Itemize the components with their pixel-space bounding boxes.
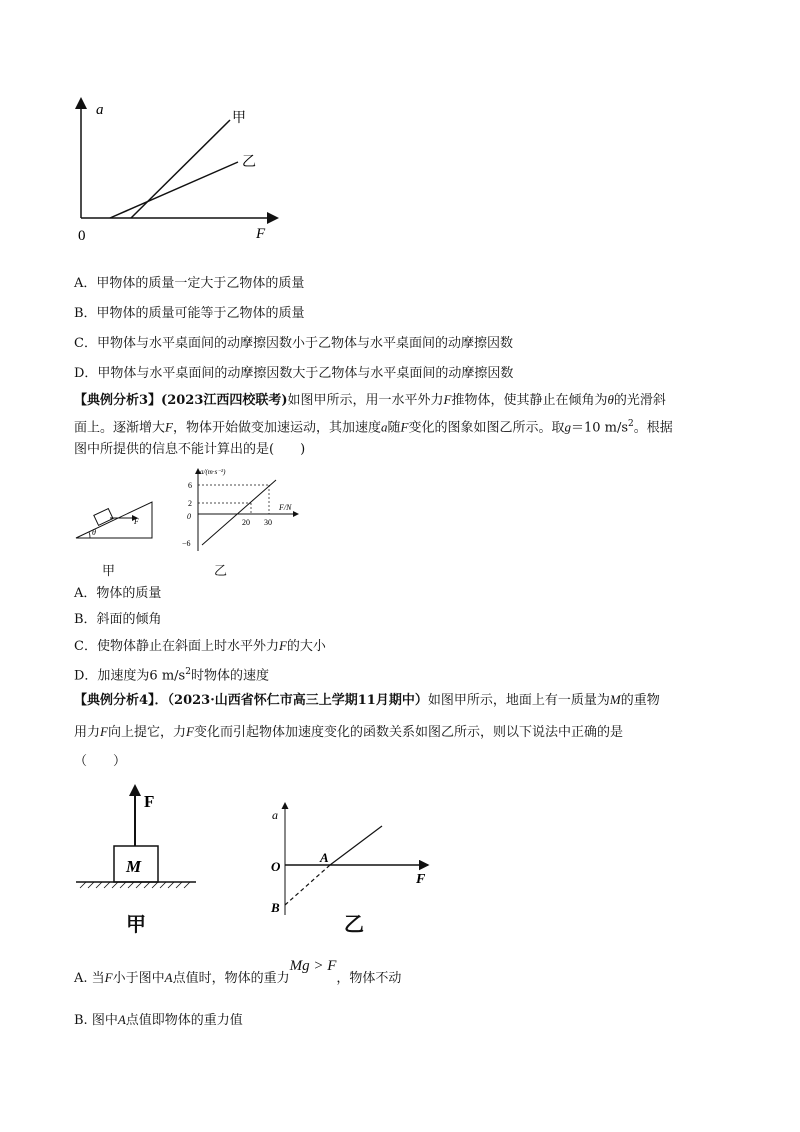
ex4-line-2 [74, 722, 623, 743]
ex3-text: 如图甲所示，用一水平外力 [287, 393, 444, 408]
ex3-fig-jia-caption: 甲 [102, 564, 116, 579]
option-a[interactable]: A．甲物体的质量一定大于乙物体的质量 [74, 276, 305, 291]
ex4-source: （2023·山西省怀仁市高三上学期11月期中） [167, 693, 428, 708]
var-f: F [104, 970, 113, 985]
option-text: 的大小 [286, 639, 326, 654]
option-text: C．使物体静止在斜面上时水平外力 [74, 639, 279, 654]
x-axis-label: F [416, 872, 426, 887]
ex3-fig-yi-caption: 乙 [214, 564, 228, 579]
ex3-option-c[interactable] [74, 636, 326, 657]
var-theta: θ [607, 392, 614, 407]
option-text: D．加速度为6 m/s [74, 668, 186, 684]
ex4-option-b[interactable] [74, 1010, 243, 1031]
ex4-figure-block [70, 780, 200, 900]
ex4-fig-jia-caption: 甲 [126, 912, 146, 936]
ex3-text: 推物体，使其静止在倾角为 [451, 393, 608, 408]
option-b[interactable]: B．甲物体的质量可能等于乙物体的质量 [74, 306, 305, 321]
tick-20: 20 [242, 518, 250, 527]
graph-a-vs-f [60, 90, 300, 250]
point-b-label: B [271, 900, 280, 915]
ex3-line-1 [74, 390, 666, 411]
origin-label: 0 [78, 228, 86, 244]
superscript: 2 [185, 667, 191, 677]
ex4-text: 的重物 [620, 693, 660, 708]
option-text: 小于图中 [112, 971, 165, 986]
a-f-line [202, 480, 276, 545]
var-m: M [609, 692, 621, 707]
ex3-text: 变化的图象如图乙所示。取 [408, 420, 565, 436]
ex3-option-a[interactable]: A．物体的质量 [74, 586, 162, 601]
y-axis-label: a [96, 102, 104, 118]
force-label: F [144, 792, 155, 811]
ex3-text: 的光滑斜 [613, 393, 666, 408]
formula-mg-gt-f: Mg > F [289, 958, 337, 974]
ex4-text: 变化而引起物体加速度变化的函数关系如图乙所示，则以下说法中正确的是 [193, 725, 623, 740]
superscript: 2 [628, 419, 634, 429]
ex4-text: 如图甲所示，地面上有一质量为 [427, 693, 610, 708]
ex3-text: 面上。逐渐增大 [74, 420, 166, 436]
tick-neg-6: −6 [182, 539, 191, 548]
line-jia-label: 甲 [232, 111, 246, 126]
ex4-fig-yi-caption: 乙 [344, 912, 364, 936]
force-label: F [134, 517, 139, 526]
ex3-line-3: 图中所提供的信息不能计算出的是( ) [74, 442, 306, 457]
ex4-option-a[interactable] [74, 958, 402, 989]
x-axis-label: F [256, 226, 266, 242]
var-g: g [564, 419, 571, 435]
ex3-text: ，物体开始做变加速运动，其加速度 [172, 420, 381, 436]
var-f: F [185, 724, 194, 739]
ex3-source: (2023江西四校联考) [161, 393, 288, 408]
y-axis-label: a/(m·s⁻²) [200, 468, 226, 476]
option-text: B. 图中 [74, 1013, 118, 1028]
ex3-text: 随 [387, 420, 401, 436]
var-f: F [400, 419, 409, 435]
a-f-line [330, 826, 382, 865]
ex4-line-3: （ ） [74, 754, 127, 769]
var-a-point: A [117, 1012, 126, 1027]
var-f: F [443, 392, 452, 407]
ex4-tag: 【典例分析4】． [74, 693, 168, 708]
var-a-point: A [164, 970, 173, 985]
y-axis-label: a [272, 808, 278, 822]
ex3-text: ＝10 m/s [570, 420, 629, 436]
x-axis-label: F/N [279, 503, 292, 512]
ex3-text: 。根据 [633, 420, 673, 436]
ex3-tag: 【典例分析3】 [74, 393, 162, 408]
var-f: F [100, 724, 108, 739]
option-text: 时物体的速度 [190, 668, 269, 684]
option-d[interactable]: D．甲物体与水平桌面间的动摩擦因数大于乙物体与水平桌面间的动摩擦因数 [74, 366, 514, 381]
tick-30: 30 [264, 518, 272, 527]
origin-label: O [271, 859, 281, 874]
var-a: a [380, 419, 388, 435]
ex4-graph [260, 795, 440, 925]
var-f: F [278, 638, 287, 653]
option-text: ，物体不动 [336, 971, 402, 986]
ex3-line-2 [74, 414, 673, 438]
ex3-figure-incline [70, 490, 170, 550]
ex4-line-1 [74, 690, 660, 711]
ex3-option-d[interactable] [74, 662, 269, 686]
theta-label: θ [92, 528, 96, 537]
option-text: 点值时，物体的重力 [172, 971, 290, 986]
mass-label: M [126, 857, 142, 876]
ex3-graph [180, 465, 310, 555]
tick-6: 6 [188, 481, 192, 490]
ex3-option-b[interactable]: B．斜面的倾角 [74, 612, 162, 627]
point-a-label: A [320, 850, 329, 865]
line-jia [131, 120, 230, 218]
option-text: 点值即物体的重力值 [125, 1013, 243, 1028]
tick-0: 0 [187, 512, 191, 521]
tick-2: 2 [188, 499, 192, 508]
line-yi [110, 162, 238, 218]
option-c[interactable]: C．甲物体与水平桌面间的动摩擦因数小于乙物体与水平桌面间的动摩擦因数 [74, 336, 513, 351]
ex4-text: 用力 [74, 725, 101, 740]
option-text: A. 当 [74, 971, 105, 986]
var-f: F [165, 419, 173, 435]
line-yi-label: 乙 [242, 155, 256, 170]
ex4-text: 向上提它，力 [107, 725, 186, 740]
